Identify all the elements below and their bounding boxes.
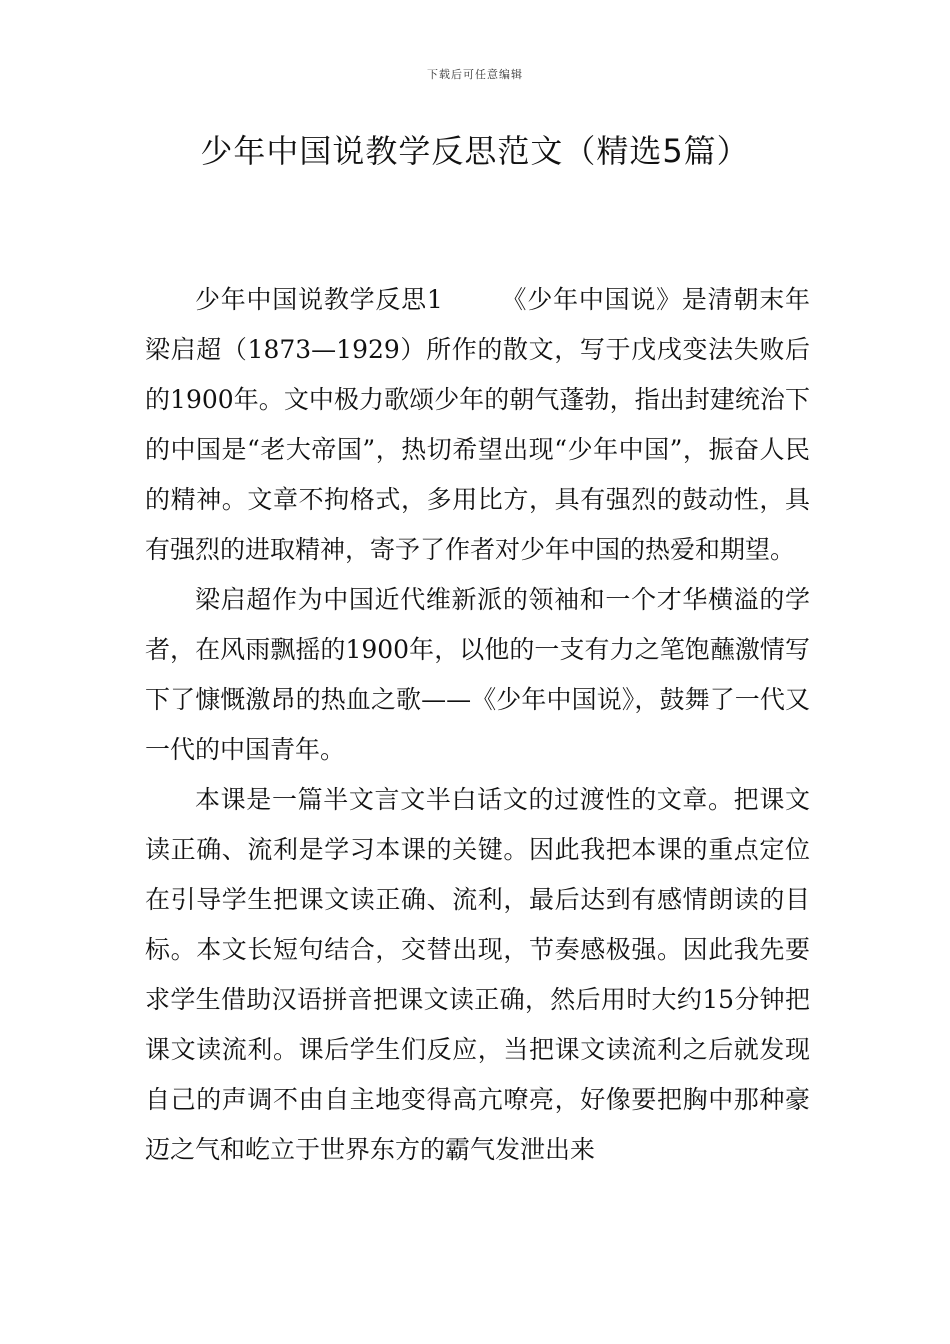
document-body xyxy=(145,275,810,1175)
paragraph-1 xyxy=(145,275,810,575)
document-title: 少年中国说教学反思范文（精选5篇） xyxy=(200,132,750,170)
header-note: 下载后可任意编辑 xyxy=(427,68,523,81)
paragraph-2: 梁启超作为中国近代维新派的领袖和一个才华横溢的学者，在风雨飘摇的1900年，以他的一支有力之笔饱蘸激情写下了慷慨激昂的热血之歌——《少年中国说》，鼓舞了一代又一代的中国青年。 xyxy=(145,585,810,764)
section-heading: 少年中国说教学反思1 xyxy=(195,285,443,314)
paragraph-3: 本课是一篇半文言文半白话文的过渡性的文章。把课文读正确、流利是学习本课的关键。因此我把本课的重点定位在引导学生把课文读正确、流利，最后达到有感情朗读的目标。本文长短句结合，交替出现，节奏感极强。因此我先要求学生借助汉语拼音把课文读正确，然后用时大约15分钟把课文读流利。课后学生们反应，当把课文读流利之后就发现自己的声调不由自主地变得高亢嘹亮，好像要把胸中那种豪迈之气和屹立于世界东方的霸气发泄出来 xyxy=(145,785,810,1164)
paragraph-1-text: 《少年中国说》是清朝末年梁启超（1873—1929）所作的散文，写于戊戌变法失败后的1900年。文中极力歌颂少年的朝气蓬勃，指出封建统治下的中国是“老大帝国”，热切希望出现“少年中国”，振奋人民的精神。文章不拘格式，多用比方，具有强烈的鼓动性，具有强烈的进取精神，寄予了作者对少年中国的热爱和期望。 xyxy=(145,285,810,564)
